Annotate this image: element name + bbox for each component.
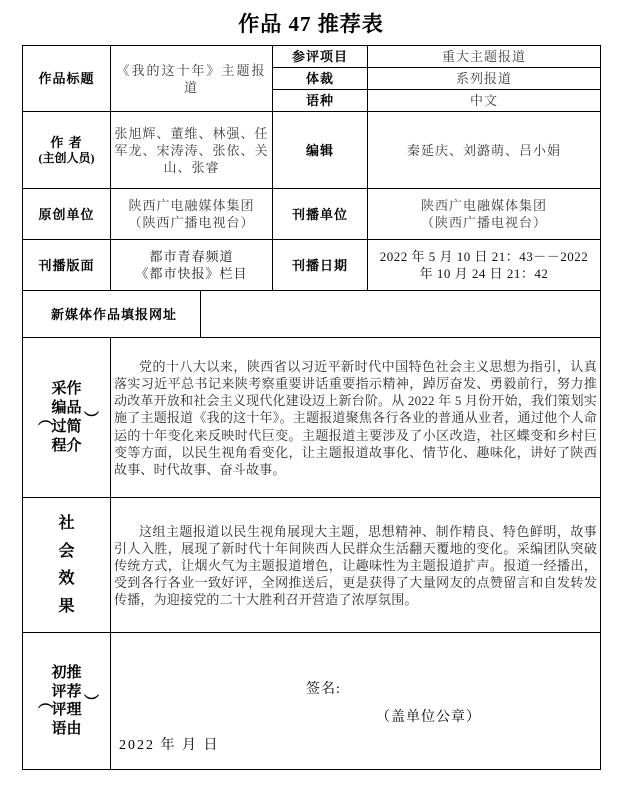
publish-date-value [368, 240, 601, 291]
process-label-paren-open-col [36, 410, 51, 427]
language-value: 中文 [368, 90, 601, 112]
signature-label[interactable]: 签名: [306, 682, 341, 698]
process-label-col-b-c2: 品 [66, 400, 82, 417]
newmedia-url-value[interactable] [201, 291, 601, 338]
publish-date-value-line2: 年 10 月 24 日 21：42 [419, 266, 549, 282]
social-effect-text-cell [111, 498, 601, 633]
newmedia-url-label: 新媒体作品填报网址 [23, 291, 201, 338]
recommendation-signature-cell [111, 633, 601, 770]
publish-date-label: 刊播日期 [273, 240, 368, 291]
process-label-col-b-c1: 作 [66, 381, 82, 398]
process-label [23, 338, 111, 498]
process-label-col-a [51, 380, 66, 456]
recommendation-label-col-b-c2: 荐 [66, 683, 82, 700]
work-title-value: 《我的这十年》主题报道 [111, 46, 273, 112]
process-label-col-b-c4: 介 [66, 437, 82, 454]
origin-unit-value-line1: 陕西广电融媒体集团 [128, 198, 255, 214]
recommendation-label-col-a-c4: 语 [51, 721, 67, 738]
social-effect-label-c2: 会 [58, 542, 75, 560]
author-value: 张旭辉、董维、林强、任军龙、宋涛涛、张依、关山、张睿 [111, 112, 273, 189]
author-label-line1: 作 者 [50, 134, 83, 150]
category-label: 参评项目 [273, 46, 368, 68]
author-label [23, 112, 111, 189]
work-title-label: 作品标题 [23, 46, 111, 112]
origin-unit-label: 原创单位 [23, 189, 111, 240]
paren-close-glyph: ） [81, 410, 98, 426]
recommendation-label-col-b-c4: 由 [66, 721, 82, 738]
table-row-authors [23, 112, 601, 189]
genre-label: 体裁 [273, 68, 368, 90]
table-row-process [23, 338, 601, 498]
process-label-col-b [67, 380, 82, 456]
social-effect-text: 这组主题报道以民生视角展现大主题，思想精神、制作精良、特色鲜明，故事引人入胜，展现了新时代十年间陕西人民群众生活翻天覆地的变化。采编团队突破传统方式，让烟火气为主题报道增色，让趣味性为主题报道扩声。报道一经播出，受到各行各业一致好评，全网推送后，更是获得了大量网友的点赞留言和自发转发传播，为迎接党的二十大胜利召开营造了浓厚氛围。 [114, 523, 598, 608]
genre-value: 系列报道 [368, 68, 601, 90]
page-title: 作品 47 推荐表 [238, 12, 384, 36]
seal-label: （盖单位公章） [376, 710, 481, 726]
social-effect-label-stack [26, 510, 107, 620]
social-effect-label-c4: 果 [58, 597, 75, 615]
table-row-newmedia-url [23, 291, 601, 338]
recommendation-label-stack [26, 664, 107, 740]
table-row-work-title [23, 46, 601, 68]
publish-column-value [111, 240, 273, 291]
recommendation-label-col-b [67, 664, 82, 740]
publish-unit-value-line1: 陕西广电融媒体集团 [421, 198, 548, 214]
recommendation-paren-open-col [36, 693, 51, 710]
process-text-cell [111, 338, 601, 498]
process-label-stack [26, 380, 107, 456]
author-label-line2: (主创人员) [38, 151, 95, 166]
process-text: 党的十八大以来，陕西省以习近平新时代中国特色社会主义思想为指引，认真落实习近平总书记来陕考察重要讲话重要指示精神，踔厉奋发、勇毅前行，努力推动改革开放和社会主义现代化建设迈上新台阶。从 2022 年 5 月份开始，我们策划实施了主题报道《我的这十年》。主题报道聚焦各行各业的普通从业者，通过他个人命运的十年变化来反映时代巨变。主题报道主要涉及了小区改造，社区蝶变和乡村巨变等方面，以民生视角看变化，让主题报道故事化、情节化、趣味化，讲好了陕西故事、时代故事、奋斗故事。 [114, 358, 598, 477]
recommendation-label-col-a-c1: 初 [51, 664, 67, 681]
recommendation-label-col-a-c2: 评 [51, 683, 67, 700]
process-label-col-a-c1: 采 [51, 381, 67, 398]
process-label-col-a-c4: 程 [51, 437, 67, 454]
editor-label: 编辑 [273, 112, 368, 189]
publish-unit-label: 刊播单位 [273, 189, 368, 240]
paren-open-glyph: （ [36, 410, 53, 426]
publish-unit-value [368, 189, 601, 240]
process-label-col-a-c2: 编 [51, 400, 67, 417]
paren-close-glyph: ） [81, 693, 98, 709]
publish-column-value-line2: 《都市快报》栏目 [135, 266, 248, 282]
recommendation-label-col-a-c3: 评 [51, 702, 67, 719]
table-row-social-effect [23, 498, 601, 633]
social-effect-label-c1: 社 [58, 515, 75, 533]
process-label-col-a-c3: 过 [51, 418, 67, 435]
recommendation-label-col-b-c3: 理 [66, 702, 82, 719]
table-row-publish-details [23, 240, 601, 291]
origin-unit-value-line2: （陕西广播电视台） [128, 215, 255, 231]
signature-date[interactable]: 2022 年 月 日 [119, 738, 220, 754]
recommendation-label [23, 633, 111, 770]
publish-unit-value-line2: （陕西广播电视台） [421, 215, 548, 231]
publish-date-value-line1: 2022 年 5 月 10 日 21：43－－2022 [379, 249, 589, 265]
editor-value: 秦延庆、刘潞萌、吕小娟 [368, 112, 601, 189]
recommendation-paren-close-col [82, 693, 97, 710]
recommendation-form-table [22, 45, 601, 770]
table-row-units [23, 189, 601, 240]
language-label: 语种 [273, 90, 368, 112]
process-label-col-b-c3: 简 [66, 418, 82, 435]
publish-column-value-line1: 都市青春频道 [149, 249, 234, 265]
publish-column-label: 刊播版面 [23, 240, 111, 291]
social-effect-label [23, 498, 111, 633]
recommendation-label-col-b-c1: 推 [66, 664, 82, 681]
origin-unit-value [111, 189, 273, 240]
process-label-paren-close-col [82, 410, 97, 427]
category-value: 重大主题报道 [368, 46, 601, 68]
table-row-recommendation [23, 633, 601, 770]
paren-open-glyph: （ [36, 693, 53, 709]
social-effect-label-c3: 效 [58, 570, 75, 588]
recommendation-label-col-a [51, 664, 66, 740]
